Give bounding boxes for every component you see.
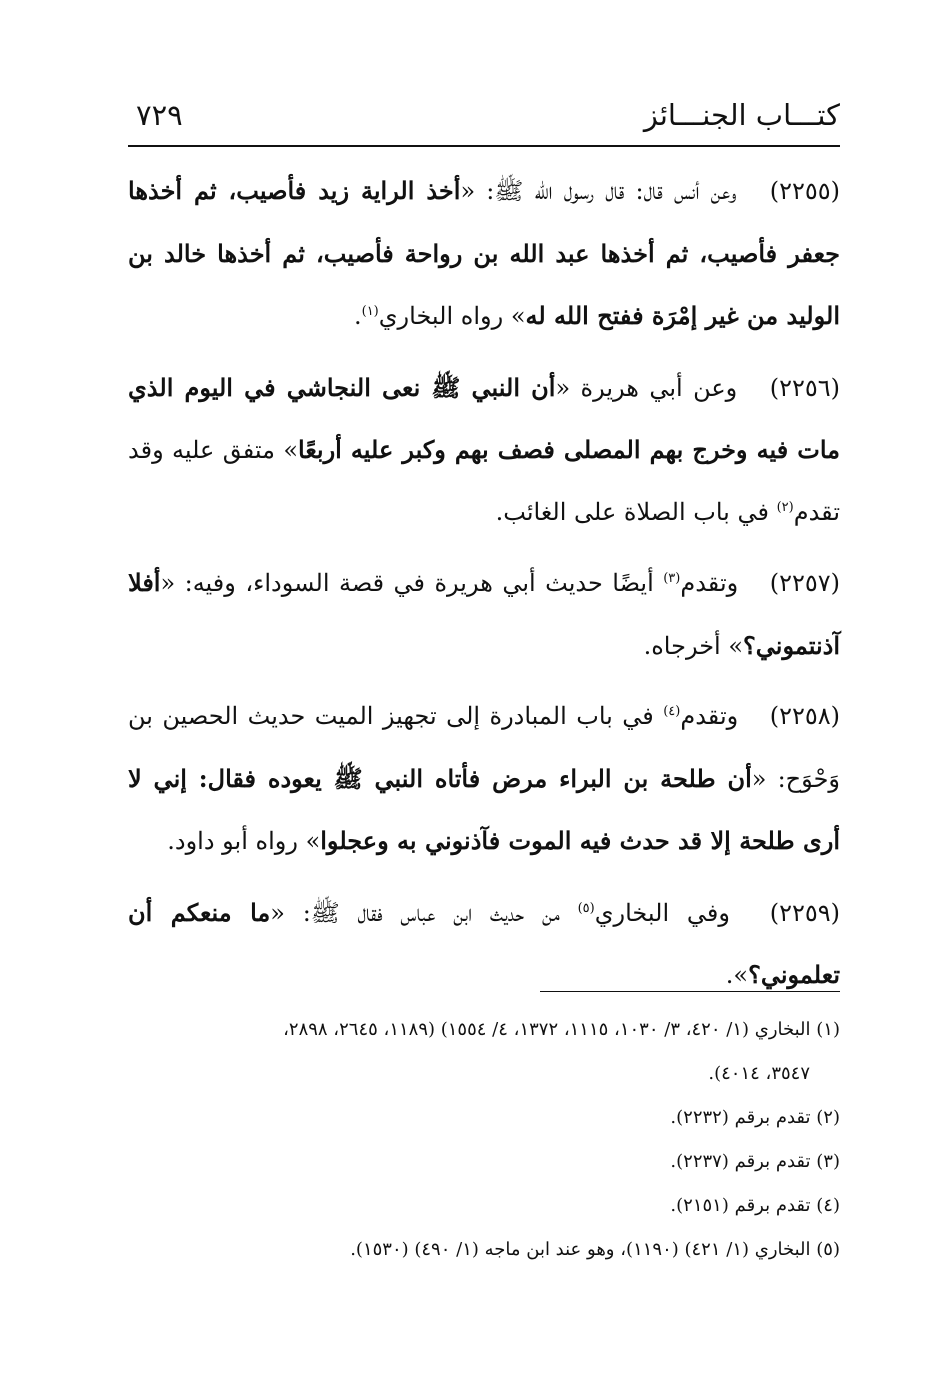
footnote-ref[interactable]: (١) xyxy=(361,304,379,319)
footnote-5 xyxy=(128,1228,840,1272)
hadith-text: » متفق عليه وقد تقدم xyxy=(128,436,840,526)
hadith-text: » رواه البخاري xyxy=(378,302,526,330)
footnote-text: (٣) تقدم برقم (٢٢٣٧). xyxy=(670,1151,840,1172)
footnote-text: (٤) تقدم برقم (٢١٥١). xyxy=(670,1195,840,1216)
hadith-quote: أن طلحة بن البراء مرض فأتاه النبي ﷺ يعوده فقال: إني لا أرى طلحة إلا قد حدث فيه الموت فآذنوني به وعجلوا xyxy=(128,763,840,855)
hadith-text: وعن أنس قال: قال رسول الله ﷺ: « xyxy=(460,177,737,205)
footnote-text: (١) البخاري (١/ ٤٢٠، ٣/ ١٠٣٠، ١١١٥، ١٣٧٢، ٤/ ١٥٥٤) (١١٨٩، ٢٦٤٥، ٢٨٩٨، xyxy=(283,1019,840,1040)
hadith-quote: أن النبي ﷺ نعى النجاشي في اليوم الذي مات فيه وخرج بهم المصلى فصف بهم وكبر عليه أربعًا xyxy=(128,372,840,464)
footnote-2 xyxy=(128,1096,840,1140)
footnote-ref[interactable]: (٤) xyxy=(663,704,681,719)
hadith-quote: أفلا آذنتموني؟ xyxy=(128,568,840,660)
hadith-number: (٢٢٥٩) xyxy=(769,898,841,927)
hadith-2255 xyxy=(128,160,840,348)
hadith-text: في باب الصلاة على الغائب. xyxy=(495,497,777,526)
footnote-4 xyxy=(128,1184,840,1228)
hadith-text: . xyxy=(353,302,362,330)
hadith-text: وعن أبي هريرة « xyxy=(555,373,738,402)
footnote-1 xyxy=(128,1008,840,1096)
main-text xyxy=(128,160,840,1016)
hadith-2256 xyxy=(128,357,840,544)
footnotes xyxy=(128,1008,840,1272)
hadith-quote: ما منعكم أن تعلموني؟ xyxy=(128,897,840,989)
header-rule xyxy=(128,145,840,147)
hadith-text: وفي البخاري xyxy=(594,898,730,927)
hadith-text: » رواه أبو داود. xyxy=(167,827,321,855)
footnote-ref[interactable]: (٥) xyxy=(577,900,595,916)
footnote-ref[interactable]: (٣) xyxy=(663,571,681,586)
footnote-separator xyxy=(540,991,840,992)
hadith-text: وتقدم xyxy=(680,702,739,730)
hadith-number: (٢٢٥٥) xyxy=(769,177,841,205)
hadith-text: أيضًا حديث أبي هريرة في قصة السوداء، وفيه: « xyxy=(160,569,664,597)
hadith-number: (٢٢٥٧) xyxy=(769,569,840,597)
hadith-text: ». xyxy=(725,961,749,989)
hadith-2257 xyxy=(128,552,840,677)
hadith-number: (٢٢٥٨) xyxy=(769,702,840,730)
footnote-text: (٥) البخاري (١/ ٤٢١) (١١٩٠)، وهو عند ابن ماجه (١/ ٤٩٠) (١٥٣٠). xyxy=(350,1239,840,1260)
footnote-3 xyxy=(128,1140,840,1184)
hadith-2258 xyxy=(128,686,840,873)
footnote-ref[interactable]: (٢) xyxy=(776,499,794,515)
hadith-quote: أخذ الراية زيد فأصيب، ثم أخذها جعفر فأصيب، ثم أخذها عبد الله بن رواحة فأصيب، ثم أخذها خالد بن الوليد من غير إمْرَة ففتح الله له xyxy=(128,176,840,330)
page-header xyxy=(128,98,840,138)
hadith-text: في باب المبادرة إلى تجهيز الميت حديث الحصين بن وَحْوَح: « xyxy=(128,702,840,793)
hadith-text: » أخرجاه. xyxy=(643,631,744,660)
hadith-number: (٢٢٥٦) xyxy=(769,373,841,402)
book-title: كتـــاب الجنـــائز xyxy=(643,98,840,132)
hadith-2259 xyxy=(128,882,840,1007)
hadith-text: وتقدم xyxy=(680,569,739,597)
hadith-text: من حديث ابن عباس فقال ﷺ: « xyxy=(270,898,578,927)
footnote-text-continued: ٣٥٤٧، ٤٠١٤). xyxy=(708,1063,810,1084)
page-number: ٧٢٩ xyxy=(136,98,183,132)
footnote-text: (٢) تقدم برقم (٢٢٣٢). xyxy=(670,1107,840,1128)
